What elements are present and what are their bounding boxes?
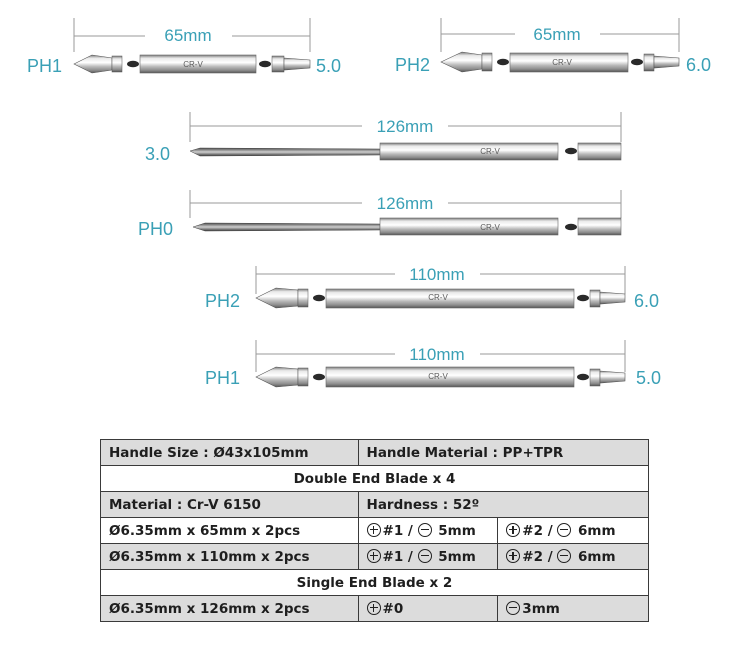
- table-row: [101, 492, 649, 518]
- right-tip-label: 6.0: [634, 291, 660, 311]
- left-tip-label: PH1: [205, 368, 241, 388]
- phillips-icon: [506, 523, 520, 537]
- right-tip-label: 6.0: [686, 55, 712, 75]
- slotted-icon: [418, 523, 432, 537]
- handle-size: Handle Size : Ø43x105mm: [101, 440, 359, 466]
- phillips-icon: [367, 549, 381, 563]
- left-tip-label: PH2: [205, 291, 241, 311]
- tip-text: #1 /: [382, 522, 418, 539]
- table-row: [101, 570, 649, 596]
- cr-v-stamp: CR-V: [428, 372, 448, 381]
- cr-v-stamp: CR-V: [480, 147, 500, 156]
- bit-126mm-slotted: [145, 112, 621, 164]
- tip-text: #1 /: [382, 548, 418, 565]
- table-row: [101, 440, 649, 466]
- length-label: 65mm: [533, 25, 581, 44]
- slotted-icon: [506, 601, 520, 615]
- bit-65mm-ph1: [27, 18, 341, 76]
- table-row: [101, 596, 649, 622]
- table-row: [101, 544, 649, 570]
- slotted-icon: [418, 549, 432, 563]
- left-tip-label: PH0: [138, 219, 174, 239]
- cr-v-stamp: CR-V: [183, 60, 203, 69]
- tip-text: #2 /: [522, 522, 558, 539]
- size-126mm: Ø6.35mm x 126mm x 2pcs: [101, 596, 359, 622]
- right-tip-label: 5.0: [636, 368, 662, 388]
- cr-v-stamp: CR-V: [552, 58, 572, 67]
- handle-material: Handle Material : PP+TPR: [358, 440, 648, 466]
- left-tip-label: PH2: [395, 55, 431, 75]
- tip-spec-a: [358, 518, 498, 544]
- table-row: [101, 518, 649, 544]
- cr-v-stamp: CR-V: [428, 293, 448, 302]
- table-row: [101, 466, 649, 492]
- phillips-icon: [367, 523, 381, 537]
- left-tip-label: 3.0: [145, 144, 171, 164]
- tip-text: 5mm: [433, 522, 476, 539]
- length-label: 126mm: [376, 117, 434, 136]
- tip-spec-a: [358, 544, 498, 570]
- bit-110mm-ph2: [205, 265, 659, 311]
- length-label: 126mm: [376, 194, 434, 213]
- tip-spec-a: [358, 596, 498, 622]
- left-tip-label: PH1: [27, 56, 63, 76]
- phillips-icon: [367, 601, 381, 615]
- slotted-icon: [557, 549, 571, 563]
- bit-65mm-ph2: [395, 18, 711, 75]
- tip-text: 5mm: [433, 548, 476, 565]
- tip-text: 6mm: [573, 522, 616, 539]
- tip-text: #2 /: [522, 548, 558, 565]
- phillips-icon: [506, 549, 520, 563]
- tip-spec-b: [498, 544, 649, 570]
- hardness: Hardness : 52º: [358, 492, 648, 518]
- single-end-header: Single End Blade x 2: [101, 570, 649, 596]
- tip-text: 3mm: [522, 600, 560, 617]
- length-label: 110mm: [409, 345, 465, 364]
- tip-text: 6mm: [573, 548, 616, 565]
- length-label: 110mm: [409, 265, 465, 284]
- bit-110mm-ph1: [205, 340, 661, 388]
- slotted-icon: [557, 523, 571, 537]
- bit-126mm-ph0: [138, 190, 621, 239]
- tip-spec-b: [498, 518, 649, 544]
- cr-v-stamp: CR-V: [480, 223, 500, 232]
- spec-table: [100, 439, 649, 622]
- material: Material : Cr-V 6150: [101, 492, 359, 518]
- double-end-header: Double End Blade x 4: [101, 466, 649, 492]
- right-tip-label: 5.0: [316, 56, 342, 76]
- size-65mm: Ø6.35mm x 65mm x 2pcs: [101, 518, 359, 544]
- length-label: 65mm: [164, 26, 212, 45]
- tip-spec-b: [498, 596, 649, 622]
- tip-text: #0: [382, 600, 404, 617]
- size-110mm: Ø6.35mm x 110mm x 2pcs: [101, 544, 359, 570]
